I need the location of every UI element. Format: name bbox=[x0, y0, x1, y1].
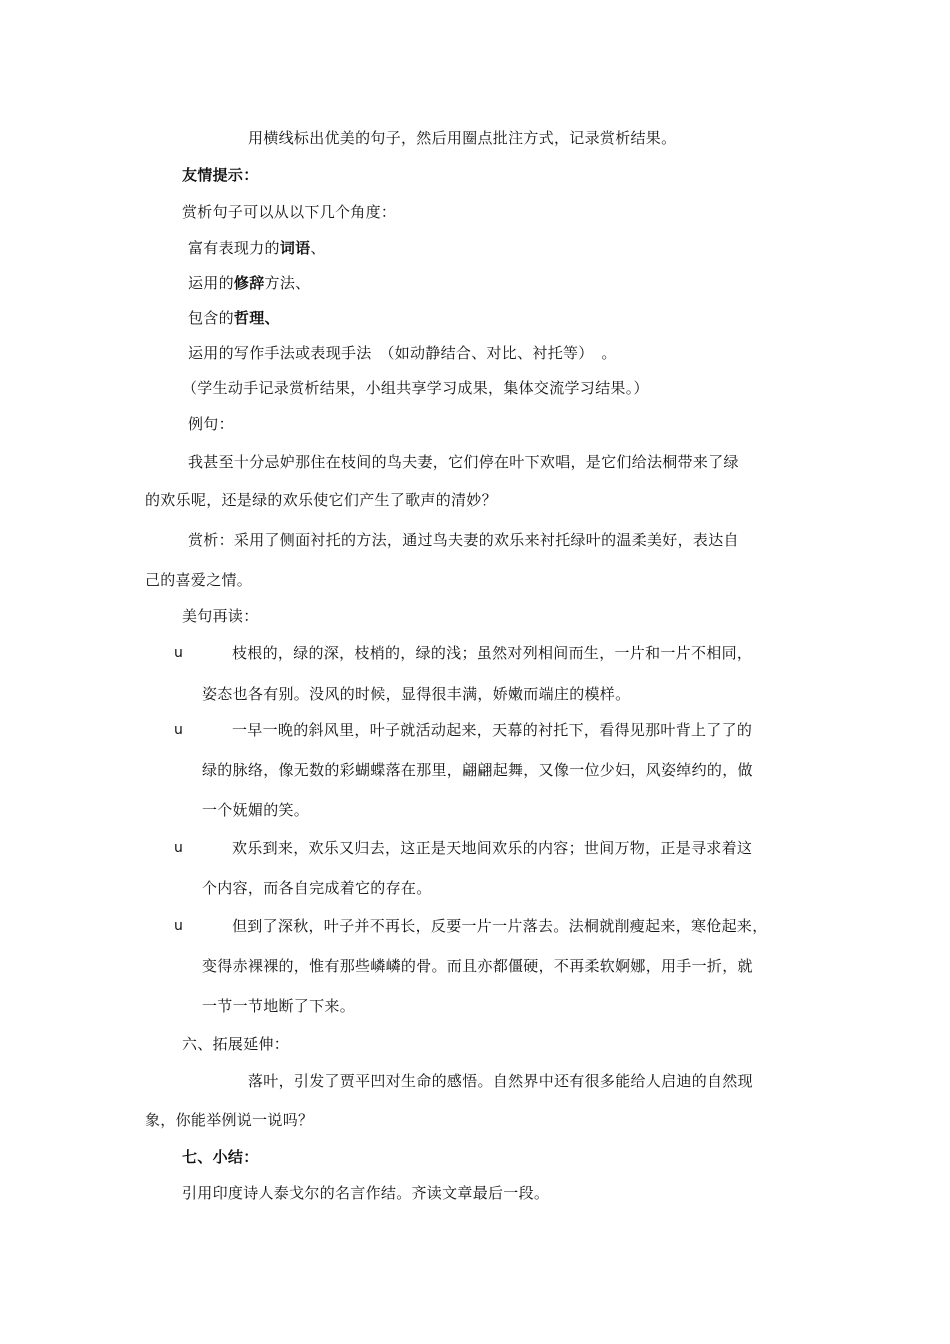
activity-note: （学生动手记录赏析结果，小组共享学习成果，集体交流学习结果。） bbox=[182, 379, 649, 397]
tip-item-philosophy bbox=[188, 308, 280, 328]
example-sentence-line2: 的欢乐呢，还是绿的欢乐使它们产生了歌声的清妙？ bbox=[145, 491, 497, 509]
example-label: 例句： bbox=[188, 415, 234, 433]
tip-intro: 赏析句子可以从以下几个角度： bbox=[182, 203, 397, 221]
reread-item-4-line3: 一节一节地断了下来。 bbox=[202, 997, 356, 1015]
tip-item-philosophy-bold: 哲理、 bbox=[233, 309, 280, 327]
tip-item-rhetoric-post: 方法、 bbox=[264, 274, 311, 292]
tip-item-words-pre: 富有表现力的 bbox=[188, 239, 280, 257]
reread-item-2-line2: 绿的脉络，像无数的彩蝴蝶落在那里，翩翩起舞，又像一位少妇，风姿绰约的，做 bbox=[202, 761, 753, 779]
example-analysis-line1: 赏析：采用了侧面衬托的方法，通过鸟夫妻的欢乐来衬托绿叶的温柔美好，表达自 bbox=[188, 531, 739, 549]
tip-item-philosophy-pre: 包含的 bbox=[188, 309, 234, 327]
tip-title: 友情提示： bbox=[182, 166, 259, 184]
bullet-marker: u bbox=[174, 722, 183, 738]
reread-item-2-line1: 一早一晚的斜风里，叶子就活动起来，天幕的衬托下，看得见那叶背上了了的 bbox=[232, 721, 753, 739]
reread-item-4-line2: 变得赤裸裸的，惟有那些嶙嶙的骨。而且亦都僵硬，不再柔软婀娜，用手一折，就 bbox=[202, 957, 753, 975]
reread-item-4-line1: 但到了深秋，叶子并不再长，反要一片一片落去。法桐就削瘦起来，寒伧起来， bbox=[232, 917, 768, 935]
section6-line1: 落叶，引发了贾平凹对生命的感悟。自然界中还有很多能给人启迪的自然现 bbox=[248, 1072, 753, 1090]
tip-item-words-bold: 词语 bbox=[279, 239, 311, 257]
section7-title: 七、小结： bbox=[182, 1148, 259, 1166]
reread-item-1-line2: 姿态也各有别。没风的时候，显得很丰满，娇嫩而端庄的模样。 bbox=[202, 685, 631, 703]
tip-item-technique bbox=[188, 343, 617, 363]
section6-title: 六、拓展延伸： bbox=[182, 1035, 290, 1053]
example-sentence-line1: 我甚至十分忌妒那住在枝间的鸟夫妻，它们停在叶下欢唱，是它们给法桐带来了绿 bbox=[188, 453, 739, 471]
reread-item-1-line1: 枝根的，绿的深，枝梢的，绿的浅；虽然对列相间而生，一片和一片不相同， bbox=[232, 644, 753, 662]
tip-item-rhetoric bbox=[188, 273, 310, 293]
tip-item-rhetoric-pre: 运用的 bbox=[188, 274, 234, 292]
tip-item-words bbox=[188, 238, 326, 258]
bullet-marker: u bbox=[174, 918, 183, 934]
bullet-marker: u bbox=[174, 840, 183, 856]
section7-text: 引用印度诗人泰戈尔的名言作结。齐读文章最后一段。 bbox=[182, 1184, 550, 1202]
tip-item-words-post: 、 bbox=[310, 239, 326, 257]
example-analysis-line2: 己的喜爱之情。 bbox=[145, 571, 253, 589]
tip-item-rhetoric-bold: 修辞 bbox=[233, 274, 265, 292]
reread-item-2-line3: 一个妩媚的笑。 bbox=[202, 801, 310, 819]
instruction-text: 用横线标出优美的句子，然后用圈点批注方式，记录赏析结果。 bbox=[248, 129, 677, 147]
section6-line2: 象，你能举例说一说吗？ bbox=[145, 1111, 314, 1129]
bullet-marker: u bbox=[174, 645, 183, 661]
reread-item-3-line1: 欢乐到来，欢乐又归去，这正是天地间欢乐的内容；世间万物，正是寻求着这 bbox=[232, 839, 753, 857]
reread-item-3-line2: 个内容，而各自完成着它的存在。 bbox=[202, 879, 432, 897]
tip-item-technique-pre: 运用的写作手法或表现手法 （如动静结合、对比、衬托等） 。 bbox=[188, 344, 617, 362]
reread-title: 美句再读： bbox=[182, 607, 259, 625]
